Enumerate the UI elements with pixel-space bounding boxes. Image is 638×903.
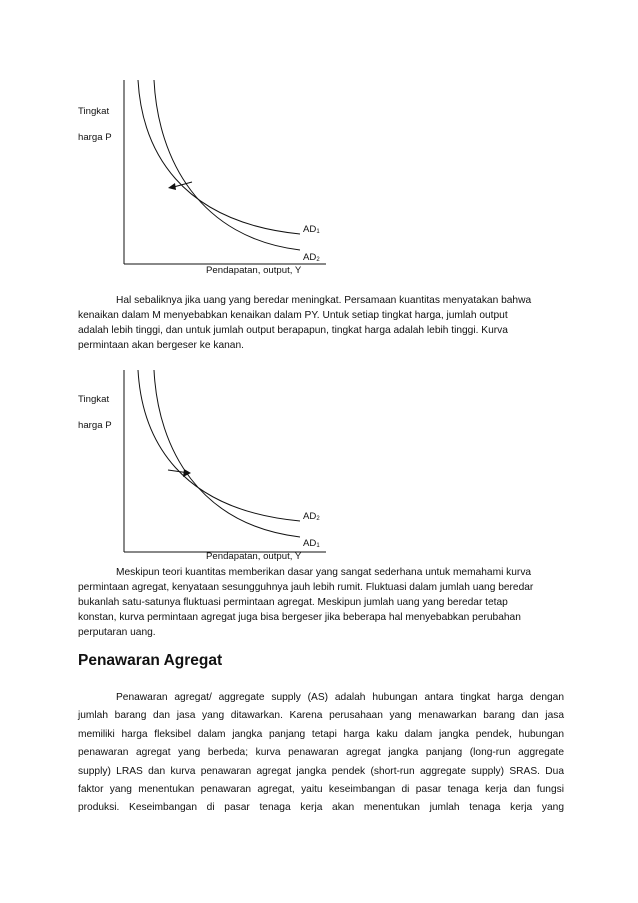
text-line: permintaan akan bergeser ke kanan.: [78, 340, 244, 351]
curve-label-lower: $AD_2$: [303, 252, 320, 263]
text-line: permintaan agregat, kenyataan sesungguhnya jauh lebih rumit. Fluktuasi dalam jumlah uang beredar: [78, 582, 534, 593]
curve-label-lower: $AD_1$: [303, 538, 320, 549]
section-heading: Penawaran Agregat: [78, 652, 223, 669]
text-line: supply) LRAS dan kurva penawaran agregat jangka pendek (short-run aggregate supply) SRAS. Dua: [78, 765, 564, 777]
x-axis-label: Pendapatan, output, Y: [206, 265, 302, 276]
y-axis-label: Tingkat harga P: [78, 106, 112, 143]
curve-label-upper: $AD_2$: [303, 511, 320, 522]
x-axis-label: Pendapatan, output, Y: [206, 551, 302, 562]
paragraph-aggregate-supply: [78, 689, 564, 818]
text-line: penawaran agregat yang berbeda; kurva penawaran agregat jangka panjang (long-run aggregate: [78, 747, 564, 759]
y-axis-label: Tingkat harga P: [78, 394, 112, 431]
text-line: konstan, kurva permintaan agregat juga bisa bergeser jika beberapa hal menyebabkan perubahan: [78, 612, 521, 623]
text-line: jumlah barang dan jasa yang ditawarkan. Karena perusahaan yang menawarkan barang dan jasa: [78, 710, 564, 722]
demand-curve-outer: [154, 370, 300, 537]
text-line: faktor yang menentukan penawaran agregat, yaitu keseimbangan di pasar tenaga kerja dan fungsi: [78, 784, 564, 796]
text-line: bukanlah satu-satunya fluktuasi permintaan agregat. Meskipun jumlah uang yang beredar tetap: [78, 597, 508, 608]
text-line: memiliki harga fleksibel dalam jangka panjang tetapi harga kaku dalam jangka pendek, hubungan: [78, 728, 564, 740]
text-line: adalah lebih tinggi, dan untuk jumlah output berapapun, tingkat harga adalah lebih tinggi. Kurva: [78, 325, 508, 336]
text-line: kenaikan dalam M menyebabkan kenaikan dalam PY. Untuk setiap tingkat harga, jumlah output: [78, 310, 508, 321]
text-line: Hal sebaliknya jika uang yang beredar meningkat. Persamaan kuantitas menyatakan bahwa: [116, 295, 532, 306]
text-line: Penawaran agregat/ aggregate supply (AS) adalah hubungan antara tingkat harga dengan: [116, 692, 564, 703]
arrow-head-right-icon: [183, 469, 191, 477]
text-line: produksi. Keseimbangan di pasar tenaga kerja akan menentukan jumlah tenaga kerja yang: [78, 802, 564, 814]
curve-label-upper: $AD_1$: [303, 224, 320, 235]
text-line: perputaran uang.: [78, 627, 156, 638]
text-line: Meskipun teori kuantitas memberikan dasar yang sangat sederhana untuk memahami kurva: [116, 567, 532, 578]
demand-curve-inner: [138, 370, 300, 521]
paragraph-quantity-theory: [78, 565, 564, 640]
